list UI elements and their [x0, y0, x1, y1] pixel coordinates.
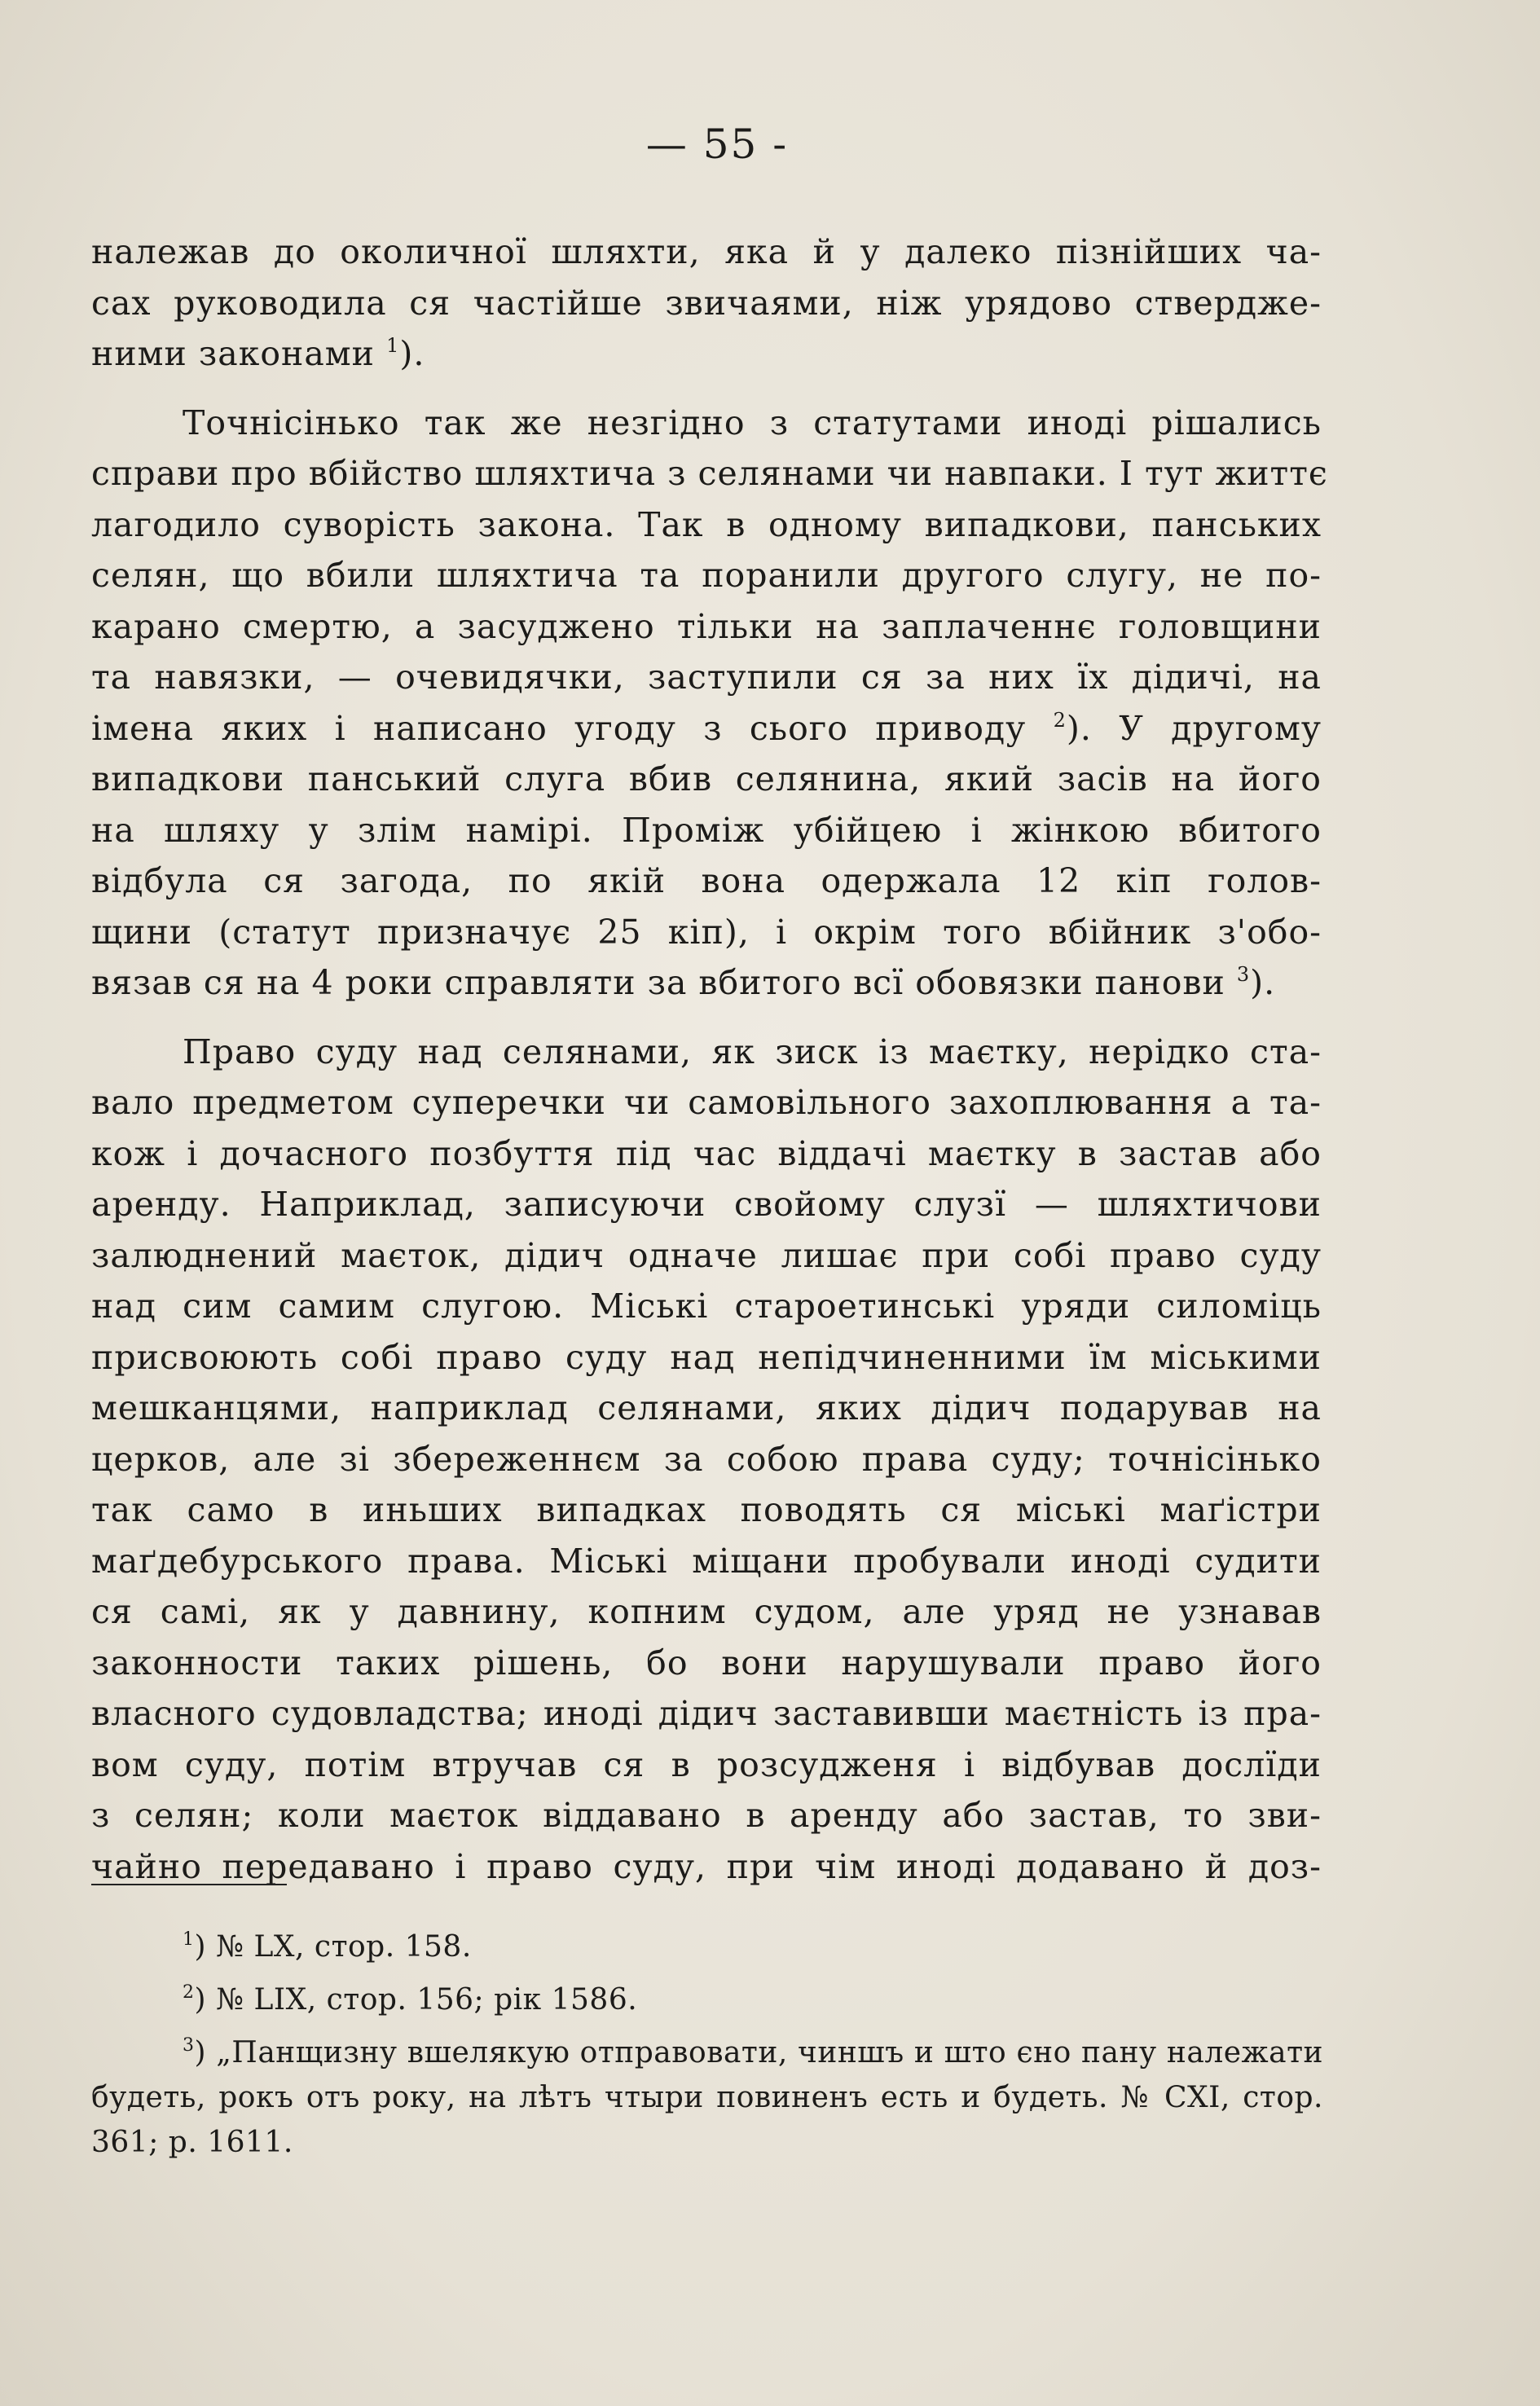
footnote-text: ) „Панщизну вшелякую отправовати, чиншъ и што єно пану належати [194, 2036, 1323, 2070]
line-text: імена яких і написано угоду з сього приводу [91, 708, 1027, 748]
text-line: відбула ся загода, по якій вона одержала 12 кіп голов- [91, 861, 1322, 900]
footnote-mark: 3 [183, 2035, 195, 2056]
text-line: так само в иньших випадках поводять ся міські маґістри [91, 1490, 1322, 1529]
footnote-divider [91, 1884, 287, 1885]
footnote-mark: 2 [183, 1982, 195, 2003]
text-line: власного судовладства; иноді дідич заставивши маєтність із пра- [91, 1694, 1322, 1733]
text-line: церков, але зі збереженнєм за собою права суду; точнісінько [91, 1439, 1322, 1479]
footnote-text: ) № LX, стор. 158. [194, 1930, 472, 1964]
text-line: мешканцями, наприклад селянами, яких дідич подарував на [91, 1388, 1322, 1427]
page-number: — 55 - [645, 121, 789, 168]
line-text: ними законами [91, 334, 376, 373]
footnote-2 [91, 1977, 1323, 2022]
text-line: Точнісінько так же незгідно з статутами иноді рішались [183, 402, 1322, 442]
text-line: аренду. Наприклад, записуючи свойому слузї — шляхтичови [91, 1185, 1322, 1224]
text-line: чайно передавано і право суду, при чім иноді додавано й доз- [91, 1846, 1322, 1886]
text-line: маґдебурського права. Міські міщани пробували иноді судити [91, 1541, 1322, 1581]
text-line: лагодило суворість закона. Так в одному випадкови, панських [91, 504, 1322, 544]
text-line: ся самі, як у давнину, копним судом, але уряд не узнавав [91, 1592, 1322, 1631]
text-line: законности таких рішень, бо вони нарушували право його [91, 1643, 1322, 1682]
paragraph-3 [91, 1027, 1322, 1893]
footnotes [91, 1924, 1323, 2165]
footnote-mark: 1 [183, 1929, 195, 1950]
footnote-text: ) № LIX, стор. 156; рік 1586. [194, 1983, 638, 2017]
text-line: та навязки, — очевидячки, заступили ся за них їх дідичі, на [91, 658, 1322, 697]
text-line: з селян; коли маєток віддавано в аренду або застав, то зви- [91, 1796, 1322, 1835]
text-line: справи про вбійство шляхтича з селянами чи навпаки. І тут життє [91, 454, 1328, 493]
paragraph-1 [91, 227, 1322, 380]
text-line: випадкови панський слуга вбив селянина, який засів на його [91, 759, 1322, 798]
main-text [91, 227, 1328, 1892]
line-tail: ). У другому [1066, 708, 1322, 748]
text-line: на шляху у злім намірі. Проміж убійцею і жінкою вбитого [91, 810, 1322, 850]
text-line: сах руководила ся частійше звичаями, ніж урядово стверджe- [91, 283, 1322, 323]
footnote-3-line: будеть, рокъ отъ року, на лѣтъ чтыри повиненъ есть и будеть. № СХІ, стор. [91, 2081, 1323, 2114]
footnote-ref: 1 [386, 334, 400, 357]
line-text: вязав ся на 4 роки справляти за вбитого всї обовязки панови [91, 963, 1225, 1002]
paragraph-2 [91, 398, 1328, 1009]
text-line: присвоюють собі право суду над непідчиненними їм міськими [91, 1337, 1322, 1377]
footnote-1 [91, 1924, 1323, 1969]
text-line: над сим самим слугою. Міські староетинські уряди силоміць [91, 1287, 1322, 1326]
line-tail: ). [399, 334, 425, 373]
text-line: кож і дочасного позбуття під час віддачі маєтку в застав або [91, 1133, 1322, 1173]
footnote-ref: 3 [1236, 963, 1251, 986]
footnote-3-line: 361; р. 1611. [91, 2126, 293, 2159]
text-line [91, 703, 1322, 754]
footnote-3 [91, 2030, 1323, 2075]
text-line: вом суду, потім втручав ся в розсудженя і відбував дослїди [91, 1744, 1322, 1784]
footnote-ref: 2 [1053, 708, 1067, 732]
text-line: належав до околичної шляхти, яка й у далеко пізнійших ча- [91, 232, 1322, 271]
text-line: Право суду над селянами, як зиск із маєтку, нерідко ста- [183, 1031, 1322, 1071]
line-tail: ). [1250, 963, 1276, 1002]
text-line: вало предметом суперечки чи самовільного захоплювання а та- [91, 1083, 1322, 1122]
text-line: селян, що вбили шляхтича та поранили другого слугу, не по- [91, 556, 1322, 595]
text-line [91, 328, 1322, 380]
text-line: карано смертю, а засуджено тільки на заплаченнє головщини [91, 606, 1322, 646]
text-line: щини (статут призначує 25 кіп), і окрім того вбійник з'обо- [91, 912, 1322, 952]
text-line: залюднений маєток, дідич одначе лишає при собі право суду [91, 1235, 1322, 1275]
text-line [91, 957, 1322, 1009]
